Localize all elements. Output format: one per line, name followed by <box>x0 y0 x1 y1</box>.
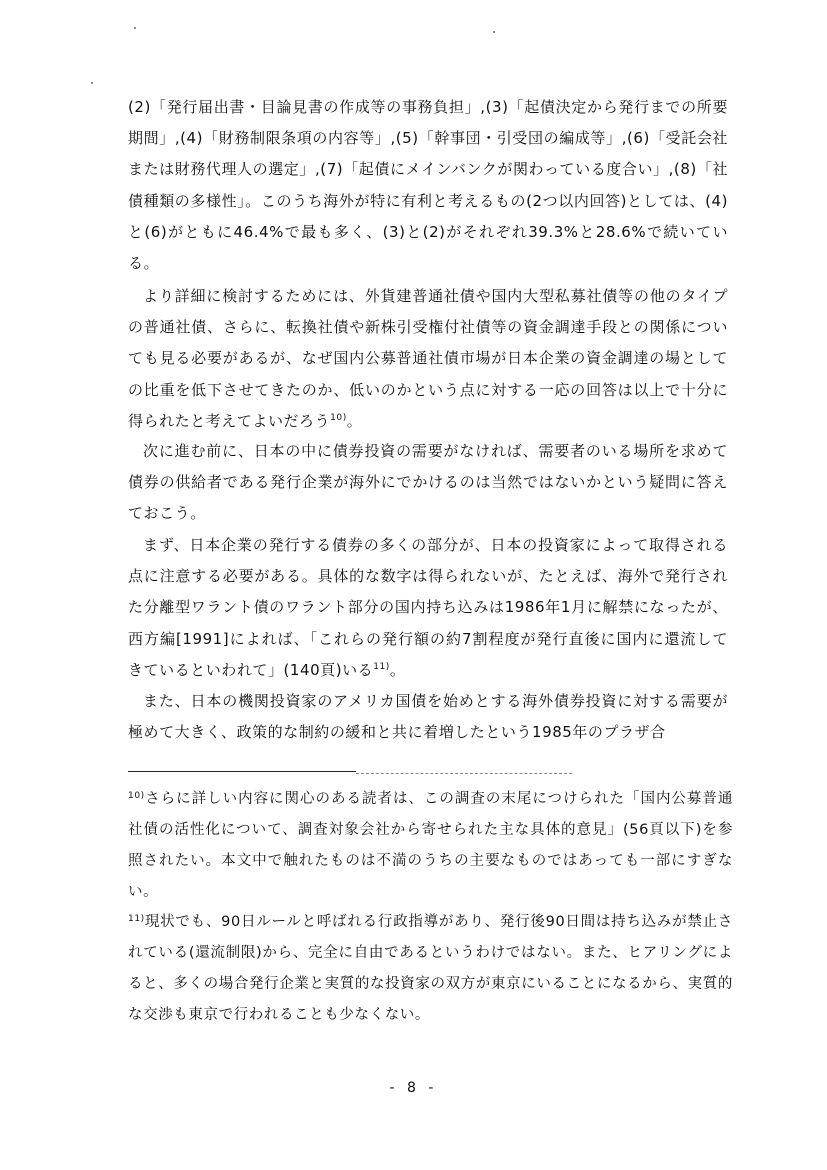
body-paragraph-2 <box>128 281 728 437</box>
paragraph <box>128 281 728 437</box>
paragraph-end: 。 <box>389 660 406 679</box>
body-paragraph-5 <box>128 686 728 748</box>
footnote-11 <box>128 904 733 1031</box>
footnote-text: 現状でも、90日ルールと呼ばれる行政指導があり、発行後90日間は持ち込みが禁止されている(還流制限)から、完全に自由であるというわけではない。また、ヒアリングによると、多くの場合発行企業と実質的な投資家の双方が東京にいることになるから、実質的な交渉も東京で行われることも少なくない。 <box>128 914 733 1023</box>
paragraph <box>128 530 728 686</box>
footnote <box>128 904 733 1031</box>
footnote-mark: 11) <box>128 914 145 924</box>
paragraph-text: 次に進む前に、日本の中に債券投資の需要がなければ、需要者のいる場所を求めて債券の供給者である発行企業が海外にでかけるのは当然ではないかという疑問に答えておこう。 <box>128 442 728 523</box>
scan-speck <box>493 31 495 33</box>
footnote-reference: 10) <box>330 412 347 423</box>
footnote-divider <box>128 771 356 772</box>
scan-speck <box>91 82 93 84</box>
paragraph-text: より詳細に検討するためには、外貨建普通社債や国内大型私募社債等の他のタイプの普通社債、さらに、転換社債や新株引受権付社債等の資金調達手段との関係についても見る必要があるが、なぜ国内公募普通社債市場が日本企業の資金調達の場としての比重を低下させてきたのか、低いのかという点に対する一応の回答は以上で十分に得られたと考えてよいだろう <box>128 287 728 430</box>
footnote-text: さらに詳しい内容に関心のある読者は、この調査の末尾につけられた「国内公募普通社債の活性化について、調査対象会社から寄せられた主な具体的意見」(56頁以下)を参照されたい。本文中で触れたものは不満のうちの主要なものではあっても一部にすぎない。 <box>128 791 733 900</box>
body-paragraph-3 <box>128 436 728 530</box>
paragraph-text: まず、日本企業の発行する債券の多くの部分が、日本の投資家によって取得される点に注意する必要がある。具体的な数字は得られないが、たとえば、海外で発行された分離型ワラント債のワラント部分の国内持ち込みは1986年1月に解禁になったが、西方編[1991]によれば、「これらの発行額の約7割程度が発行直後に国内に還流してきているといわれて」(140頁)いる <box>128 536 728 679</box>
footnote <box>128 781 733 908</box>
paragraph-end: 。 <box>346 411 363 430</box>
page-number: - 8 - <box>389 1080 438 1096</box>
body-paragraph-4 <box>128 530 728 686</box>
paragraph-text: また、日本の機関投資家のアメリカ国債を始めとする海外債券投資に対する需要が極めて大きく、政策的な制約の緩和と共に着増したという1985年のプラザ合 <box>128 692 728 742</box>
scan-speck <box>134 27 136 29</box>
footnote-10 <box>128 781 733 908</box>
footnote-divider-faint <box>356 773 572 774</box>
footnote-mark: 10) <box>128 791 145 801</box>
body-paragraph-1 <box>128 92 728 279</box>
paragraph-text: (2)「発行届出書・目論見書の作成等の事務負担」,(3)「起債決定から発行までの所要期間」,(4)「財務制限条項の内容等」,(5)「幹事団・引受団の編成等」,(6)「受託会社または財務代理人の選定」,(7)「起債にメインバンクが関わっている度合い」,(8)「社債種類の多様性」。このうち海外が特に有利と考えるもの(2つ以内回答)としては、(4)と(6)がともに46.4%で最も多く、(3)と(2)がそれぞれ39.3%と28.6%で続いている。 <box>128 98 728 273</box>
footnote-reference: 11) <box>373 661 390 672</box>
